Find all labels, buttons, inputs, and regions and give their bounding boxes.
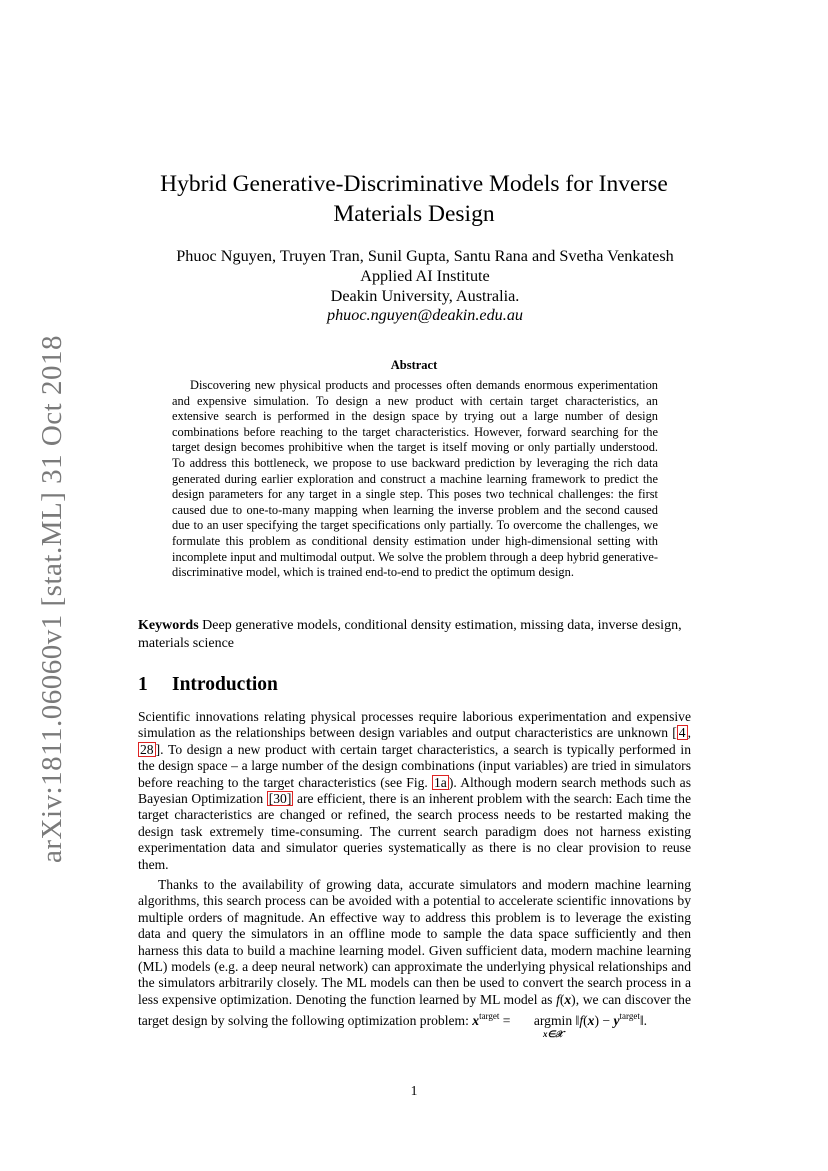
university: Deakin University, Australia. xyxy=(330,287,520,305)
section-number: 1 xyxy=(138,674,148,695)
math-x: x xyxy=(472,1013,480,1029)
paper-title xyxy=(100,169,728,229)
abstract-heading: Abstract xyxy=(390,358,438,372)
abstract-text: Discovering new physical products and processes often demands enormous experimentation and expensive simulation. To design a new product with certain target characteristics, an extensive search is performed in the design space by trying out a large number of design combinations before reaching to the target characteristics. However, forward searching for the target design becomes prohibitive when the target is itself moving or only partially understood. To address this bottleneck, we propose to use backward prediction by leveraging the rich data generated during earlier exploration and construct a machine learning framework to predict the design parameters for any target in a single step. This poses two technical challenges: the first caused due to one-to-many mapping when learning the inverse problem and the second caused due to an user specifying the target specifications only partially. To overcome the challenges, we formulate this problem as conditional density estimation under high-dimensional setting with incomplete input and multimodal output. We solve the problem through a deep hybrid generative-discriminative model, which is trained end-to-end to predict the optimum design. xyxy=(172,378,658,580)
math-superscript: target xyxy=(479,1011,500,1022)
math-f: f xyxy=(579,1013,584,1029)
title-line-1: Hybrid Generative-Discriminative Models for Inverse xyxy=(160,171,668,197)
keywords-label: Keywords xyxy=(138,618,199,633)
math-x: x xyxy=(587,1013,595,1029)
math-x: x xyxy=(564,991,572,1007)
text-run: are efficient, there is an inherent problem with the search: Each time the target characteristics are changed or refined, the search process needs to be restarted making the design task extremely time-consuming. The current search paradigm does not harness existing experimentation data and simulator queries systematically as there is no clear provision to reuse them. xyxy=(138,791,691,872)
text-run: Thanks to the availability of growing data, accurate simulators and modern machine learning algorithms, this search process can be avoided with a potential to accelerate scientific innovations by multiple orders of magnitude. An effective way to address this problem is to leverage the existing data and query the simulators in an offline mode to sample the data space sufficiently and then harness this data to build a machine learning model. Given sufficient data, modern machine learning (ML) models (e.g. a deep neural network) can approximate the underlying physical relationships and the simulators arbitrarily closely. The ML models can then be used to convert the search process in a less expensive optimization. Denoting the function learned by ML model as xyxy=(138,877,691,1007)
citation-link[interactable]: 28 xyxy=(140,741,154,757)
citation-link[interactable]: 4 xyxy=(678,725,686,741)
math-y: y xyxy=(613,1013,620,1029)
page-number: 1 xyxy=(410,1083,418,1098)
text-run: ). Although modern search methods such as Bayesian Optimization xyxy=(138,774,692,807)
introduction-paragraph-1 xyxy=(138,709,691,873)
keywords-text: Deep generative models, conditional density estimation, missing data, inverse design, materials science xyxy=(138,618,682,651)
title-line-2: Materials Design xyxy=(333,201,495,227)
keywords xyxy=(138,617,691,652)
math-superscript: target xyxy=(619,1011,640,1022)
text-run: ]. To design a new product with certain target characteristics, a search is typically performed in the design space – a large number of the design combinations (input variables) are tried in simulators before reaching to the target characteristics (see Fig. xyxy=(138,741,691,790)
text-run: . xyxy=(643,1013,648,1029)
text-run: , xyxy=(687,725,691,741)
section-title: Introduction xyxy=(172,674,278,695)
citation-link[interactable]: [30] xyxy=(268,791,292,807)
author-email: phuoc.nguyen@deakin.edu.au xyxy=(326,306,524,324)
introduction-paragraph-2: Thanks to the availability of growing data, accurate simulators and modern machine learning algorithms, this search process can be avoided with a potential to accelerate scientific innovations by multiple orders of magnitude. An effective way to address this problem is to leverage the existing data and query the simulators in an offline mode to sample the data space sufficiently and then harness this data to build a machine learning model. Given sufficient data, modern machine learning (ML) models (e.g. a deep neural network) can approximate the underlying physical relationships and the simulators arbitrarily closely. The ML models can then be used to convert the search process in a less expensive optimization. Denoting the function learned by ML model as f(x), we can discover the target design by solving the following optimization problem: $x^{target} = argmin$ x∈𝒳 ‖f(x) − $y^{target}‖$. xyxy=(138,877,691,1030)
affiliation: Applied AI Institute xyxy=(360,267,490,285)
arxiv-identifier-stamp: arXiv:1811.06060v1 [stat.ML] 31 Oct 2018 xyxy=(36,335,68,863)
section-heading xyxy=(138,674,278,696)
math-f: f xyxy=(556,991,560,1007)
argmin-operator: argmin xyxy=(533,1013,573,1029)
math-argmin xyxy=(514,1013,573,1040)
text-run: , we can discover the target design by solving the following optimization problem: xyxy=(138,991,691,1029)
author-list: Phuoc Nguyen, Truyen Tran, Sunil Gupta, Santu Rana and Svetha Venkatesh xyxy=(176,247,674,265)
text-run: Scientific innovations relating physical processes require laborious experimentation and expensive simulation as the relationships between design variables and output characteristics are unknown [ xyxy=(138,709,691,741)
argmin-subscript: x∈𝒳 xyxy=(542,1029,564,1040)
figure-reference-link[interactable]: 1a xyxy=(434,774,447,790)
